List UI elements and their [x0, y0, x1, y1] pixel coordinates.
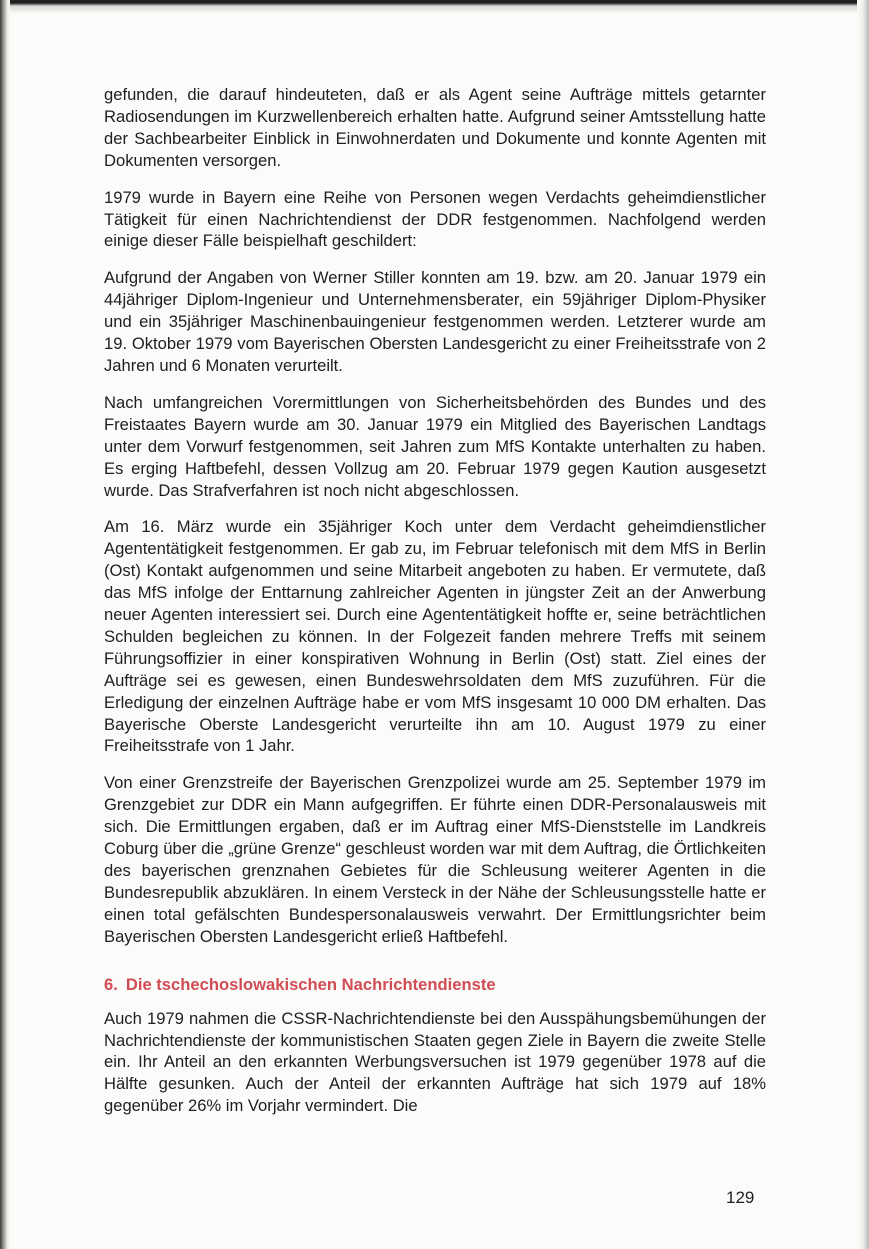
paragraph-cssr-services: Auch 1979 nahmen die CSSR-Nachrichtendienste bei den Ausspähungsbemühungen der Nachrichtendienste der kommunistischen Staaten gegen Ziele in Bayern die zweite Stelle ein. Ihr Anteil an den erkannten Werbungsversuchen ist 1979 gegenüber 1978 auf die Hälfte gesunken. Auch der Anteil der erkannten Aufträge hat sich 1979 auf 18% gegenüber 26% im Vorjahr vermindert. Die [104, 1008, 766, 1116]
section-number: 6. [104, 974, 118, 994]
page-content [104, 84, 766, 1132]
paragraph-cook-case: Am 16. März wurde ein 35jähriger Koch unter dem Verdacht geheimdienstlicher Agententätigkeit festgenommen. Er gab zu, im Februar telefonisch mit dem MfS in Berlin (Ost) Kontakt aufgenommen und seine Mitarbeit angeboten zu haben. Er vermutete, daß das MfS infolge der Enttarnung zahlreicher Agenten in jüngster Zeit an der Anwerbung neuer Agenten interessiert sei. Durch eine Agententätigkeit hoffte er, seine beträchtlichen Schulden begleichen zu können. In der Folgezeit fanden mehrere Treffs mit seinem Führungsoffizier in einer konspirativen Wohnung in Berlin (Ost) statt. Ziel eines der Aufträge sei es gewesen, einen Bundeswehrsoldaten dem MfS zuzuführen. Für die Erledigung der einzelnen Aufträge habe er vom MfS insgesamt 10 000 DM erhalten. Das Bayerische Oberste Landesgericht verurteilte ihn am 10. August 1979 zu einer Freiheitsstrafe von 1 Jahr. [104, 517, 766, 756]
scan-edge-top [0, 0, 869, 14]
scan-edge-left [0, 0, 10, 1249]
paragraph-intro-continuation: gefunden, die darauf hindeuteten, daß er als Agent seine Aufträge mittels getarnter Radiosendungen im Kurzwellenbereich erhalten hatte. Aufgrund seiner Amtsstellung hatte der Sachbearbeiter Einblick in Einwohnerdaten und Dokumente und konnte Agenten mit Dokumenten versorgen. [104, 85, 766, 170]
paragraph-landtag-member: Nach umfangreichen Vorermittlungen von Sicherheitsbehörden des Bundes und des Freistaates Bayern wurde am 30. Januar 1979 ein Mitglied des Bayerischen Landtags unter dem Vorwurf festgenommen, seit Jahren zum MfS Kontakte unterhalten zu haben. Es erging Haftbefehl, dessen Vollzug am 20. Februar 1979 gegen Kaution ausgesetzt wurde. Das Strafverfahren ist noch nicht abgeschlossen. [104, 392, 766, 500]
paragraph-border-case: Von einer Grenzstreife der Bayerischen Grenzpolizei wurde am 25. September 1979 im Grenzgebiet zur DDR ein Mann aufgegriffen. Er führte einen DDR-Personalausweis mit sich. Die Ermittlungen ergaben, daß er im Auftrag einer MfS-Dienststelle im Landkreis Coburg über die „grüne Grenze“ geschleust worden war mit dem Auftrag, die Örtlichkeiten des bayerischen grenznahen Gebietes für die Schleusung weiterer Agenten in die Bundesrepublik abzuklären. In einem Versteck in der Nähe der Schleusungsstelle hatte er einen total gefälschten Bundespersonalausweis verwahrt. Der Ermittlungsrichter beim Bayerischen Obersten Landesgericht erließ Haftbefehl. [104, 773, 766, 946]
section-heading [104, 974, 766, 996]
paragraph-arrests-1979: 1979 wurde in Bayern eine Reihe von Personen wegen Verdachts geheimdienstlicher Tätigkeit für einen Nachrichtendienst der DDR festgenommen. Nachfolgend werden einige dieser Fälle beispielhaft geschildert: [104, 187, 766, 251]
paragraph-stiller-case: Aufgrund der Angaben von Werner Stiller konnten am 19. bzw. am 20. Januar 1979 ein 44jähriger Diplom-Ingenieur und Unternehmensberater, ein 59jähriger Diplom-Physiker und ein 35jähriger Maschinenbauingenieur festgenommen werden. Letzterer wurde am 19. Oktober 1979 vom Bayerischen Obersten Landesgericht zu einer Freiheitsstrafe von 2 Jahren und 6 Monaten verurteilt. [104, 268, 766, 375]
scan-edge-right [857, 0, 869, 1249]
section-title: Die tschechoslowakischen Nachrichtendienste [125, 974, 496, 994]
page-number: 129 [726, 1188, 755, 1207]
